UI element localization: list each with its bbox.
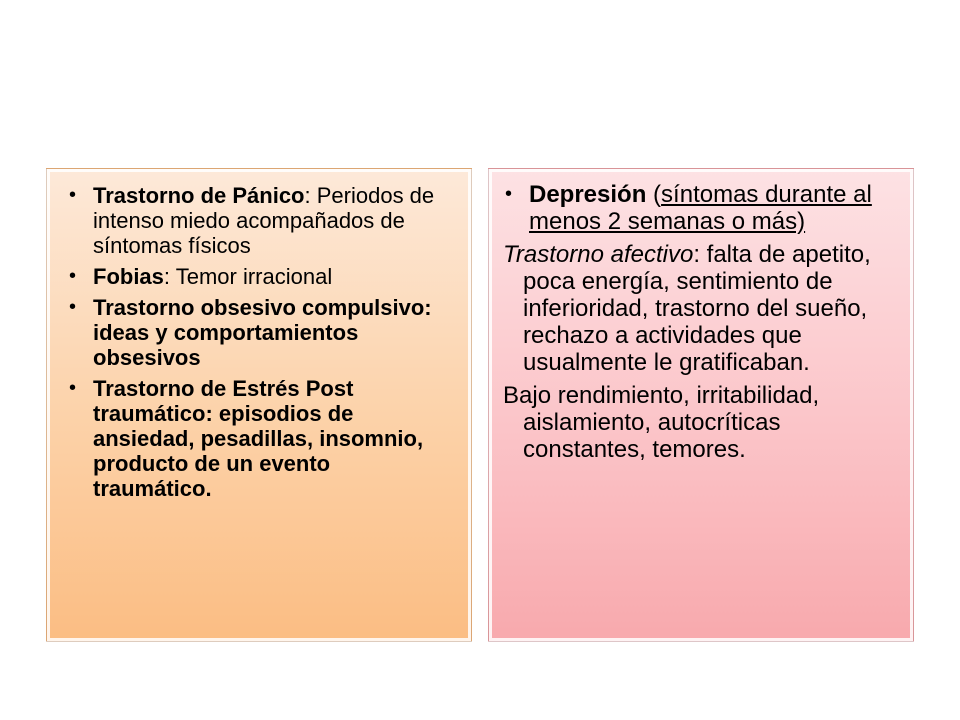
bullet-icon: • [69,184,77,206]
item-title: Trastorno de Pánico [93,183,305,208]
item-title: Trastorno obsesivo compulsivo: ideas y comportamientos obsesivos [93,295,432,370]
right-content-box [488,168,914,642]
para-text: : falta de apetito, poca energía, sentimiento de inferioridad, trastorno del sueño, rechazo a actividades que usualmente le gratificaban. [523,241,871,376]
para-italic-label: Trastorno afectivo [503,241,694,268]
item-title: Fobias [93,264,164,289]
list-item-fobias [67,264,453,289]
list-item-obsesivo [67,295,453,370]
bullet-icon: • [69,296,77,318]
paragraph-trastorno-afectivo [503,241,901,376]
bullet-icon: • [505,183,513,205]
list-item-panico [67,183,453,258]
para-text: Bajo rendimiento, irritabilidad, aislamiento, autocríticas constantes, temores. [503,382,820,463]
item-separator: : [163,264,176,289]
item-underlined-text: síntomas durante al menos 2 semanas o más) [529,181,872,235]
list-item-estres [67,376,453,501]
item-paren-open: ( [646,181,662,208]
bullet-icon: • [69,265,77,287]
item-title: Trastorno de Estrés Post traumático: episodios de ansiedad, pesadillas, insomnio, producto de un evento traumático. [93,376,424,501]
bullet-icon: • [69,377,77,399]
left-bullet-list [67,183,453,501]
item-text: Temor irracional [175,264,333,289]
item-title: Depresión [529,181,647,208]
right-bullet-list [503,181,901,235]
left-content-box [46,168,472,642]
list-item-depresion [503,181,901,235]
item-text: Periodos de intenso miedo acompañados de síntomas físicos [93,183,435,258]
paragraph-bajo-rendimiento [503,382,901,463]
item-separator: : [304,183,317,208]
